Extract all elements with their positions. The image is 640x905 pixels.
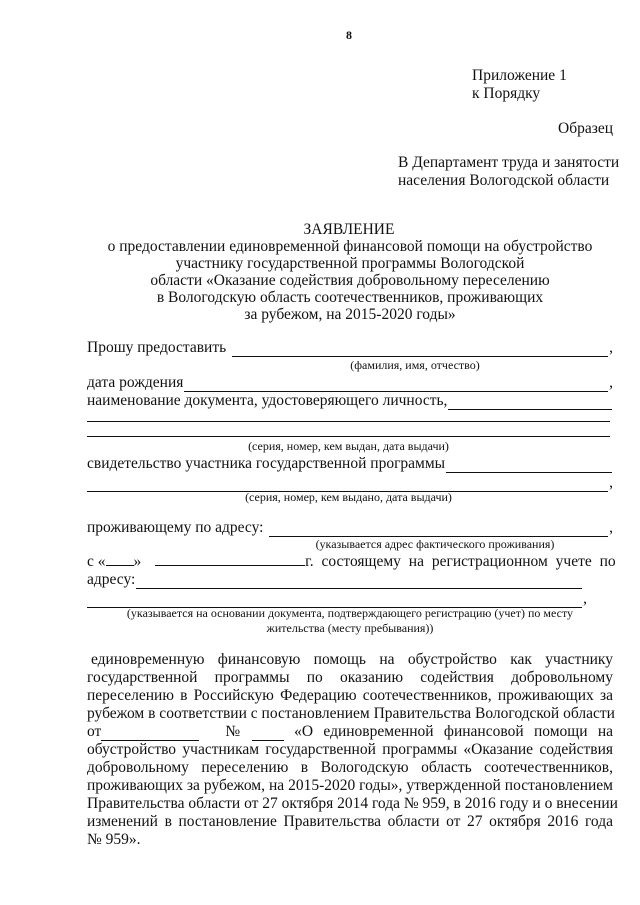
body-line-6: обустройство участникам государственной программы «Оказание содействия xyxy=(87,741,613,758)
body-line-5-number: № xyxy=(225,723,241,740)
since-prefix: с « xyxy=(87,553,106,570)
comma: , xyxy=(609,474,613,491)
comma: , xyxy=(609,374,613,391)
certificate-field[interactable] xyxy=(446,457,612,473)
reg-hint-2: жительства (месту пребывания)) xyxy=(266,621,434,635)
request-row xyxy=(87,338,613,357)
body-line-5-from: от xyxy=(87,723,102,740)
address-field[interactable] xyxy=(269,521,608,537)
title-line-1: о предоставлении единовременной финансовой помощи на обустройство xyxy=(107,238,593,255)
title-line-5: за рубежом, на 2015-2020 годы» xyxy=(244,306,456,323)
comma: , xyxy=(609,519,613,536)
body-line-3: переселению в Российскую Федерацию соотечественников, проживающих за xyxy=(87,687,613,704)
comma: , xyxy=(609,339,613,356)
id-doc-field[interactable] xyxy=(448,394,612,410)
body-line-5-title: «О единовременной финансовой помощи на xyxy=(294,723,613,740)
body-line-7: добровольному переселению в Вологодскую область соотечественников, xyxy=(87,759,613,776)
certificate-hint: (серия, номер, кем выдано, дата выдачи) xyxy=(245,490,452,504)
body-line-1: единовременную финансовую помощь на обустройство как участнику xyxy=(91,651,613,668)
comma: , xyxy=(583,590,587,607)
annex-line-2: к Порядку xyxy=(472,85,541,102)
body-line-11: № 959». xyxy=(87,831,141,848)
id-doc-line-3[interactable] xyxy=(87,436,610,437)
addressee-line-2: населения Вологодской области xyxy=(398,172,610,189)
reg-address-row xyxy=(87,570,583,589)
body-line-2: государственной программы по оказанию содействия добровольному xyxy=(87,669,613,686)
reg-address-field[interactable] xyxy=(136,573,582,589)
id-doc-label: наименование документа, удостоверяющего личность, xyxy=(87,392,448,409)
birth-label: дата рождения xyxy=(87,374,184,391)
document-title: ЗАЯВЛЕНИЕ xyxy=(303,221,395,238)
since-day-field[interactable] xyxy=(106,551,134,566)
request-label: Прошу предоставить xyxy=(87,339,227,356)
since-row xyxy=(87,551,616,571)
reg-hint-1: (указывается на основании документа, подтверждающего регистрацию (учет) по месту xyxy=(126,606,574,620)
since-suffix: г. состоящему на регистрационном учете по xyxy=(305,553,616,570)
since-month-year-field[interactable] xyxy=(155,551,305,566)
body-line-5 xyxy=(87,722,613,741)
sample-label: Образец xyxy=(558,120,614,137)
body-line-9: Правительства области от 27 октября 2014 года № 959, в 2016 году и о внесении xyxy=(87,795,618,812)
page-number: 8 xyxy=(346,28,352,42)
certificate-row xyxy=(87,454,613,473)
reg-address-label: адресу: xyxy=(87,571,136,588)
title-line-4: в Вологодскую область соотечественников, проживающих xyxy=(156,289,544,306)
body-line-4: рубежом в соответствии с постановлением Правительства Вологодской области xyxy=(87,705,615,722)
body-line-10: изменений в постановление Правительства области от 27 октября 2016 года xyxy=(87,813,613,830)
certificate-label: свидетельство участника государственной программы xyxy=(87,455,446,472)
body-line-8: проживающих за рубежом, на 2015-2020 годы», утвержденной постановлением xyxy=(87,777,613,794)
address-hint: (указывается адрес фактического проживания) xyxy=(315,537,555,551)
birth-row xyxy=(87,373,613,392)
id-doc-line-2[interactable] xyxy=(87,421,610,422)
birth-date-field[interactable] xyxy=(184,376,608,392)
full-name-field[interactable] xyxy=(232,341,608,357)
request-hint: (фамилия, имя, отчество) xyxy=(350,358,480,372)
title-line-3: области «Оказание содействия добровольному переселению xyxy=(150,272,550,289)
address-row xyxy=(87,518,613,537)
since-quote-close: » xyxy=(133,553,142,570)
id-doc-hint: (серия, номер, кем выдан, дата выдачи) xyxy=(248,439,449,453)
id-doc-row xyxy=(87,391,613,410)
resolution-number-field[interactable] xyxy=(252,726,284,741)
annex-line-1: Приложение 1 xyxy=(472,67,567,84)
title-line-2: участнику государственной программы Вологодской xyxy=(175,255,525,272)
addressee-line-1: В Департамент труда и занятости xyxy=(398,154,620,171)
address-label: проживающему по адресу: xyxy=(87,519,264,536)
resolution-date-field[interactable] xyxy=(101,726,199,741)
